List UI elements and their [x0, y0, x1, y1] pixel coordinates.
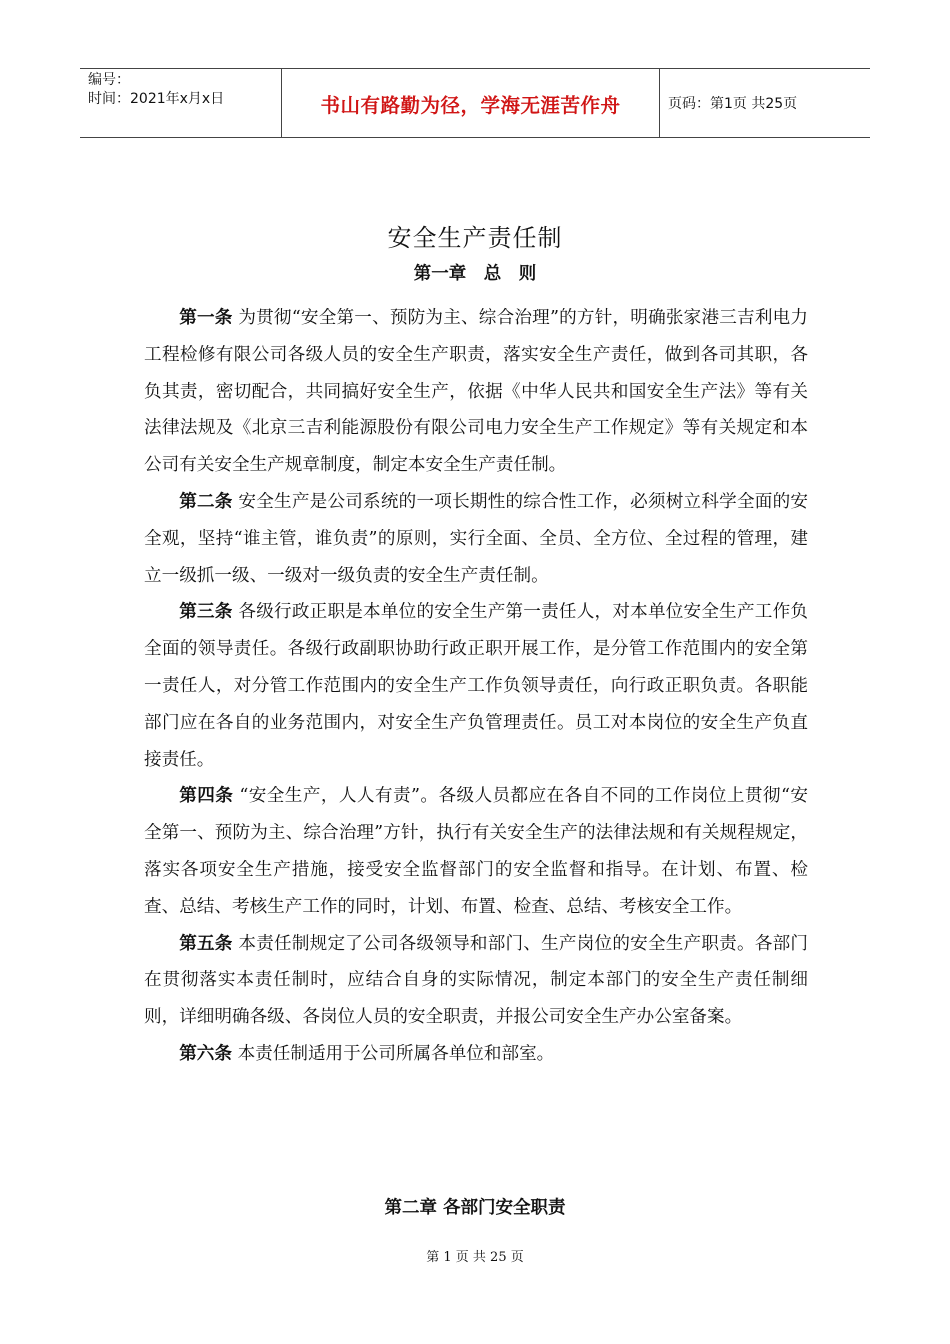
article-label: 第一条: [179, 308, 233, 328]
page-footer: 第 1 页 共 25 页: [426, 1250, 524, 1265]
article-label: 第五条: [179, 933, 233, 954]
document-number-label: 编号：: [88, 72, 130, 88]
article-label: 第四条: [179, 786, 234, 807]
article-text: 各级行政正职是本单位的安全生产第一责任人，对本单位安全生产工作负全面的领导责任。各级行政副职协助行政正职开展工作，是分管工作范围内的安全第一责任人，对分管工作范围内的安全生产工作负领导责任，向行政正职负责。各职能部门应在各自的业务范围内，对安全生产负管理责任。员工对本岗位的安全生产负直接责任。: [144, 602, 808, 770]
page-header: [80, 68, 870, 138]
document-body: [144, 300, 808, 1073]
article-text: 为贯彻“安全第一、预防为主、综合治理”的方针，明确张家港三吉利电力工程检修有限公司各级人员的安全生产职责，落实安全生产责任，做到各司其职，各负其责，密切配合，共同搞好安全生产，依据《中华人民共和国安全生产法》等有关法律法规及《北京三吉利能源股份有限公司电力安全生产工作规定》等有关规定和本公司有关安全生产规章制度，制定本安全生产责任制。: [144, 308, 808, 476]
article-label: 第二条: [179, 491, 233, 512]
article-3: [144, 594, 808, 778]
article-4: [144, 778, 808, 925]
article-text: “安全生产，人人有责”。各级人员都应在各自不同的工作岗位上贯彻“安全第一、预防为主、综合治理”方针，执行有关安全生产的法律法规和有关规程规定，落实各项安全生产措施，接受安全监督部门的安全监督和指导。在计划、布置、检查、总结、考核生产工作的同时，计划、布置、检查、总结、考核安全工作。: [144, 786, 808, 917]
article-text: 本责任制规定了公司各级领导和部门、生产岗位的安全生产职责。各部门在贯彻落实本责任制时，应结合自身的实际情况，制定本部门的安全生产责任制细则，详细明确各级、各岗位人员的安全职责，并报公司安全生产办公室备案。: [144, 933, 808, 1028]
article-label: 第三条: [179, 602, 233, 623]
document-time-label: 时间：2021年x月x日: [88, 91, 225, 107]
article-6: [144, 1036, 808, 1073]
header-meta-cell: [80, 69, 282, 137]
document-title: 安全生产责任制: [387, 224, 563, 252]
article-text: 本责任制适用于公司所属各单位和部室。: [237, 1043, 555, 1064]
article-1: [144, 300, 808, 484]
chapter-heading-1: 第一章 总 则: [413, 264, 537, 284]
article-2: [144, 484, 808, 594]
header-page-info: 页码：第1页 共25页: [668, 96, 798, 112]
header-motto: 书山有路勤为径，学海无涯苦作舟: [282, 69, 660, 137]
article-5: [144, 926, 808, 1036]
chapter-heading-2: 第二章 各部门安全职责: [384, 1198, 566, 1218]
article-label: 第六条: [179, 1043, 232, 1064]
article-text: 安全生产是公司系统的一项长期性的综合性工作，必须树立科学全面的安全观，坚持“谁主管，谁负责”的原则，实行全面、全员、全方位、全过程的管理，建立一级抓一级、一级对一级负责的安全生产责任制。: [144, 491, 808, 586]
